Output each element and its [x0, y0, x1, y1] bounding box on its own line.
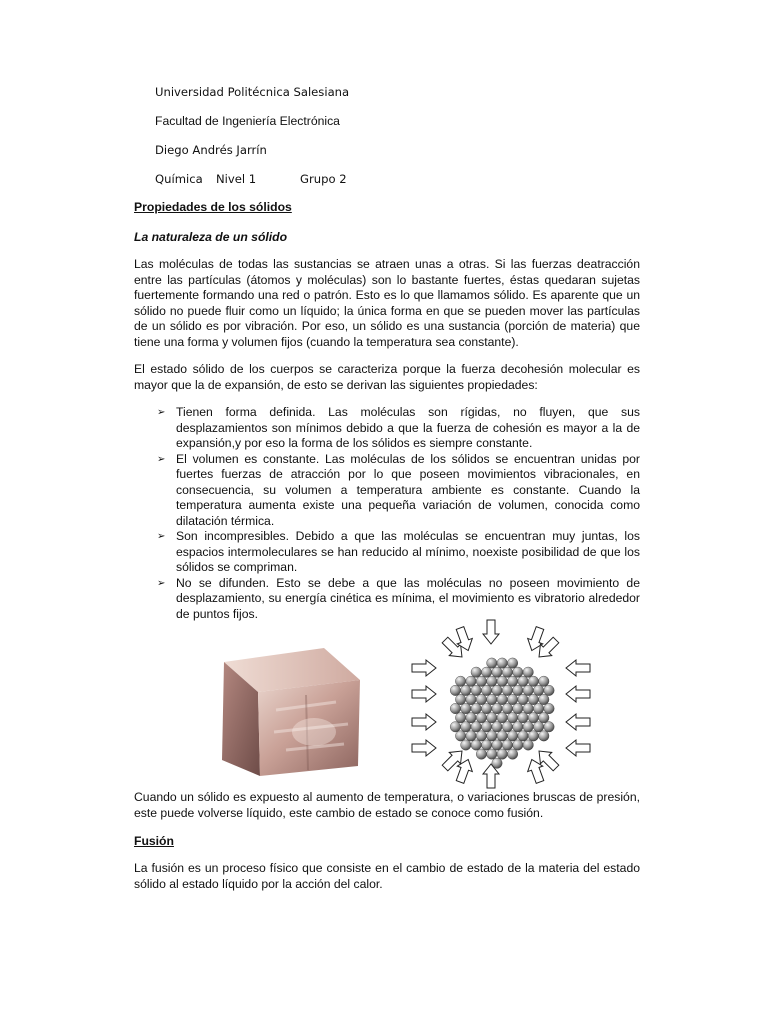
lattice-sphere — [487, 676, 497, 686]
lattice-sphere — [523, 667, 533, 677]
lattice-sphere — [492, 685, 502, 695]
pressure-arrow-icon — [483, 620, 499, 644]
lattice-sphere — [476, 731, 486, 741]
lattice-sphere — [533, 722, 543, 732]
paragraph-intro: Las moléculas de todas las sustancias se atraen unas a otras. Si las fuerzas deatracción entre las partículas (átomos y moléculas) son lo bastante fuertes, éstas quedaran sujetas fuertemente formando una red o patrón. Esto es lo que llamamos sólido. Es aparente que un sólido no puede fluir como un líquido; la única forma en que se pueden mover las partículas de un sólido es por vibración. Por eso, un sólido es una sustancia (porción de materia) que tiene una forma y volumen fijos (cuando la temperatura sea constante). — [134, 257, 640, 349]
paragraph-properties-intro: El estado sólido de los cuerpos se caracteriza porque la fuerza decohesión molecular es mayor que la de expansión, de esto se derivan las siguientes propiedades: — [134, 362, 640, 392]
subsection-title: La naturaleza de un sólido — [134, 230, 288, 244]
lattice-sphere — [507, 658, 517, 668]
lattice-sphere — [518, 676, 528, 686]
pressure-arrow-icon — [566, 686, 590, 702]
subject-label: Química — [155, 172, 203, 186]
lattice-sphere — [544, 722, 554, 732]
list-item: ➢ Son incompresibles. Debido a que las moléculas se encuentran muy juntas, los espacios intermoleculares se han reducido al mínimo, noexiste posibilidad de que los sólidos se compriman. — [157, 529, 640, 574]
lattice-sphere — [518, 731, 528, 741]
lattice-sphere — [481, 685, 491, 695]
lattice-sphere — [497, 676, 507, 686]
pressure-arrow-icon — [412, 740, 436, 756]
pressure-arrow-icon — [566, 740, 590, 756]
group-label: Grupo 2 — [300, 172, 347, 186]
lattice-sphere — [455, 676, 465, 686]
lattice-compression-diagram — [410, 618, 592, 790]
lattice-sphere — [539, 731, 549, 741]
lattice-sphere — [502, 722, 512, 732]
lattice-sphere — [481, 703, 491, 713]
lattice-sphere — [507, 731, 517, 741]
lattice-sphere — [513, 703, 523, 713]
pressure-arrow-icon — [566, 660, 590, 676]
bullet-arrow-icon: ➢ — [157, 577, 166, 589]
salt-crystal-image — [216, 640, 366, 780]
lattice-sphere — [461, 740, 471, 750]
pressure-arrow-icon — [566, 714, 590, 730]
lattice-sphere — [539, 694, 549, 704]
lattice-sphere — [461, 703, 471, 713]
lattice-sphere — [471, 722, 481, 732]
lattice-sphere — [528, 694, 538, 704]
lattice-sphere — [455, 694, 465, 704]
lattice-sphere — [544, 703, 554, 713]
section-title: Propiedades de los sólidos — [134, 200, 292, 214]
lattice-sphere — [518, 713, 528, 723]
lattice-sphere — [497, 749, 507, 759]
lattice-sphere — [450, 722, 460, 732]
lattice-sphere — [487, 749, 497, 759]
lattice-sphere — [533, 703, 543, 713]
lattice-sphere — [487, 694, 497, 704]
lattice-sphere — [518, 694, 528, 704]
lattice-sphere — [455, 731, 465, 741]
lattice-sphere — [466, 713, 476, 723]
lattice-sphere — [481, 722, 491, 732]
lattice-sphere — [450, 685, 460, 695]
lattice-sphere — [476, 694, 486, 704]
lattice-sphere — [497, 694, 507, 704]
bullet-arrow-icon: ➢ — [157, 531, 166, 542]
lattice-sphere — [481, 667, 491, 677]
course-line — [155, 172, 455, 188]
lattice-sphere — [461, 722, 471, 732]
lattice-sphere — [513, 740, 523, 750]
lattice-sphere — [539, 676, 549, 686]
list-item: ➢ El volumen es constante. Las moléculas de los sólidos se encuentran unidas por fuertes fuerzas de atracción por lo que poseen movimientos vibracionales, en consecuencia, su volumen a temperatura ambiente es constante. Cuando la temperatura aumenta existe una pequeña variación de volumen, conocida como dilatación térmica. — [157, 451, 640, 528]
sphere-lattice — [450, 658, 554, 769]
lattice-sphere — [502, 685, 512, 695]
lattice-sphere — [450, 703, 460, 713]
paragraph-fusion-intro: Cuando un sólido es expuesto al aumento de temperatura, o variaciones bruscas de presión, este puede volverse líquido, este cambio de estado se conoce como fusión. — [134, 790, 640, 820]
lattice-sphere — [476, 713, 486, 723]
lattice-sphere — [492, 740, 502, 750]
lattice-sphere — [513, 685, 523, 695]
lattice-sphere — [513, 722, 523, 732]
bullet-arrow-icon: ➢ — [157, 407, 166, 418]
lattice-sphere — [481, 740, 491, 750]
lattice-sphere — [466, 676, 476, 686]
lattice-sphere — [492, 703, 502, 713]
lattice-sphere — [471, 703, 481, 713]
level-label: Nivel 1 — [216, 172, 257, 186]
lattice-sphere — [476, 676, 486, 686]
lattice-sphere — [507, 694, 517, 704]
lattice-sphere — [502, 667, 512, 677]
lattice-sphere — [523, 703, 533, 713]
author-name: Diego Andrés Jarrín — [155, 143, 267, 157]
lattice-sphere — [528, 713, 538, 723]
lattice-sphere — [507, 713, 517, 723]
lattice-sphere — [523, 740, 533, 750]
lattice-sphere — [528, 676, 538, 686]
lattice-sphere — [544, 685, 554, 695]
lattice-sphere — [471, 685, 481, 695]
list-item: ➢ No se difunden. Esto se debe a que las moléculas no poseen movimiento de desplazamiento, su energía cinética es mínima, el movimiento es vibratorio alrededor de puntos fijos. — [157, 575, 640, 621]
properties-list — [134, 405, 640, 622]
lattice-sphere — [492, 722, 502, 732]
lattice-sphere — [471, 667, 481, 677]
list-item: ➢ Tienen forma definida. Las moléculas son rígidas, no fluyen, que sus desplazamientos son mínimos debido a que la fuerza de cohesión es mayor a la de expansión,y por eso la forma de los sólidos es siempre constante. — [157, 405, 640, 450]
lattice-sphere — [487, 713, 497, 723]
lattice-sphere — [471, 740, 481, 750]
university-name: Universidad Politécnica Salesiana — [155, 85, 350, 99]
lattice-sphere — [487, 731, 497, 741]
lattice-sphere — [502, 740, 512, 750]
lattice-sphere — [539, 713, 549, 723]
lattice-sphere — [476, 749, 486, 759]
lattice-sphere — [497, 658, 507, 668]
lattice-sphere — [497, 713, 507, 723]
lattice-sphere — [466, 694, 476, 704]
paragraph-fusion-definition: La fusión es un proceso físico que consiste en el cambio de estado de la materia del estado sólido al estado líquido por la acción del calor. — [134, 861, 640, 891]
lattice-sphere — [507, 749, 517, 759]
lattice-sphere — [528, 731, 538, 741]
bullet-arrow-icon: ➢ — [157, 453, 166, 465]
lattice-sphere — [523, 685, 533, 695]
pressure-arrow-icon — [412, 686, 436, 702]
lattice-sphere — [507, 676, 517, 686]
pressure-arrow-icon — [412, 714, 436, 730]
lattice-sphere — [513, 667, 523, 677]
lattice-sphere — [497, 731, 507, 741]
faculty-name: Facultad de Ingeniería Electrónica — [155, 114, 340, 128]
lattice-sphere — [466, 731, 476, 741]
lattice-sphere — [502, 703, 512, 713]
pressure-arrow-icon — [412, 660, 436, 676]
lattice-sphere — [492, 667, 502, 677]
lattice-sphere — [523, 722, 533, 732]
fusion-title: Fusión — [134, 834, 174, 848]
lattice-sphere — [455, 713, 465, 723]
lattice-sphere — [533, 685, 543, 695]
lattice-sphere — [487, 658, 497, 668]
lattice-sphere — [461, 685, 471, 695]
